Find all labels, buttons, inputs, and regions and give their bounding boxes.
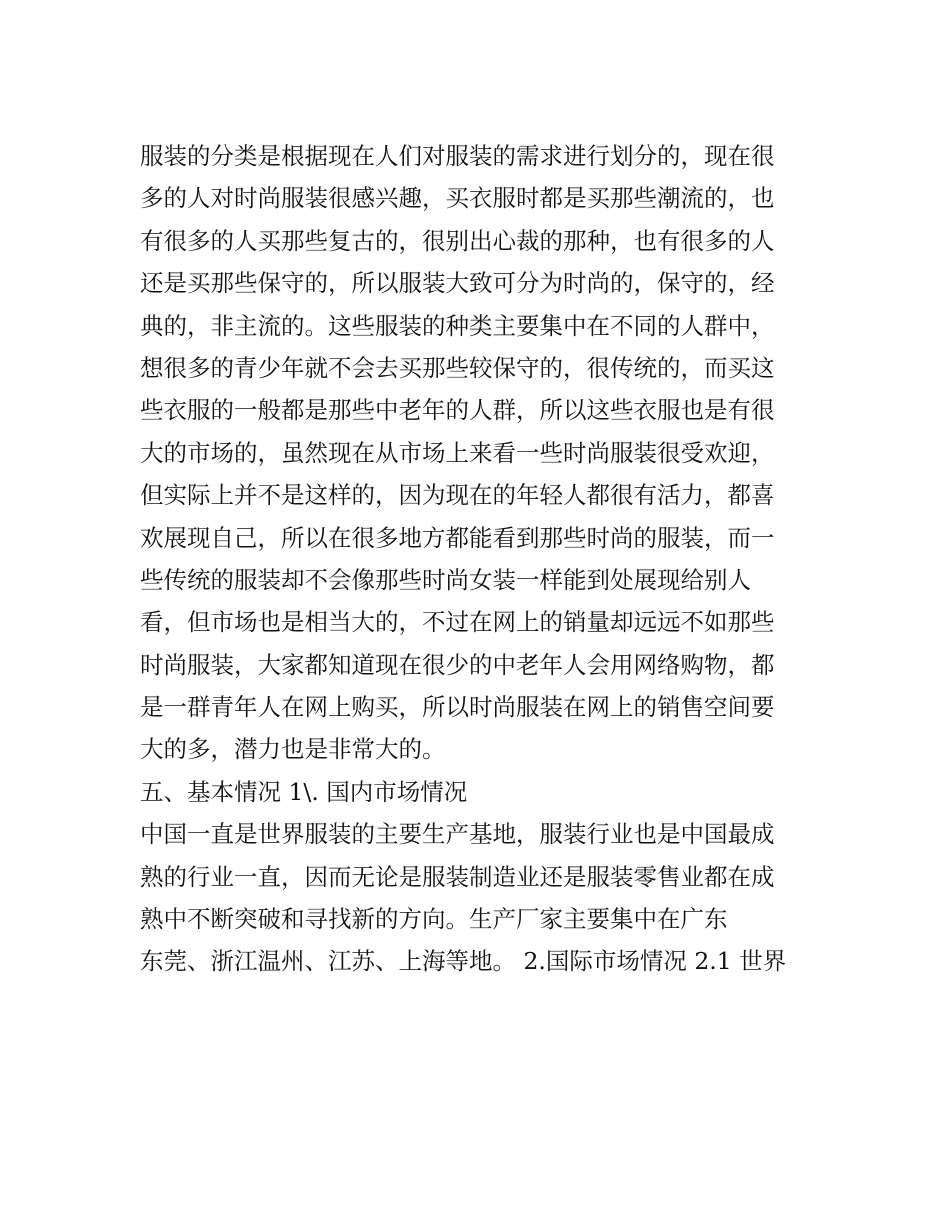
text-line: 看，但市场也是相当大的，不过在网上的销量却远远不如那些 bbox=[140, 608, 775, 637]
text-line: 熟中不断突破和寻找新的方向。生产厂家主要集中在广东 bbox=[140, 905, 728, 934]
text-line: 服装的分类是根据现在人们对服装的需求进行划分的，现在很 bbox=[140, 142, 775, 170]
text-line: 还是买那些保守的，所以服装大致可分为时尚的，保守的，经 bbox=[140, 269, 775, 298]
text-line: 时尚服装，大家都知道现在很少的中老年人会用网络购物，都 bbox=[140, 650, 775, 679]
text-line: 些衣服的一般都是那些中老年的人群，所以这些衣服也是有很 bbox=[140, 396, 775, 425]
text-line: 大的市场的，虽然现在从市场上来看一些时尚服装很受欢迎， bbox=[140, 438, 775, 467]
text-line: 但实际上并不是这样的，因为现在的年轻人都很有活力，都喜 bbox=[140, 481, 775, 510]
text-line: 东莞、浙江温州、江苏、上海等地。 2.国际市场情况 2.1 世界 bbox=[140, 947, 787, 976]
text-line: 大的多，潜力也是非常大的。 bbox=[140, 735, 446, 764]
text-line: 熟的行业一直，因而无论是服装制造业还是服装零售业都在成 bbox=[140, 862, 775, 891]
text-line: 典的，非主流的。这些服装的种类主要集中在不同的人群中， bbox=[140, 311, 775, 340]
text-line: 中国一直是世界服装的主要生产基地，服装行业也是中国最成 bbox=[140, 820, 775, 849]
text-line: 想很多的青少年就不会去买那些较保守的，很传统的，而买这 bbox=[140, 353, 775, 382]
text-line: 欢展现自己，所以在很多地方都能看到那些时尚的服装，而一 bbox=[140, 523, 775, 552]
text-line: 多的人对时尚服装很感兴趣，买衣服时都是买那些潮流的，也 bbox=[140, 184, 775, 213]
section-heading: 五、基本情况 1\. 国内市场情况 bbox=[140, 777, 468, 806]
text-line: 是一群青年人在网上购买，所以时尚服装在网上的销售空间要 bbox=[140, 693, 775, 722]
text-line: 些传统的服装却不会像那些时尚女装一样能到处展现给别人 bbox=[140, 565, 751, 594]
text-line: 有很多的人买那些复古的，很别出心裁的那种，也有很多的人 bbox=[140, 226, 775, 255]
body-text bbox=[140, 135, 820, 983]
